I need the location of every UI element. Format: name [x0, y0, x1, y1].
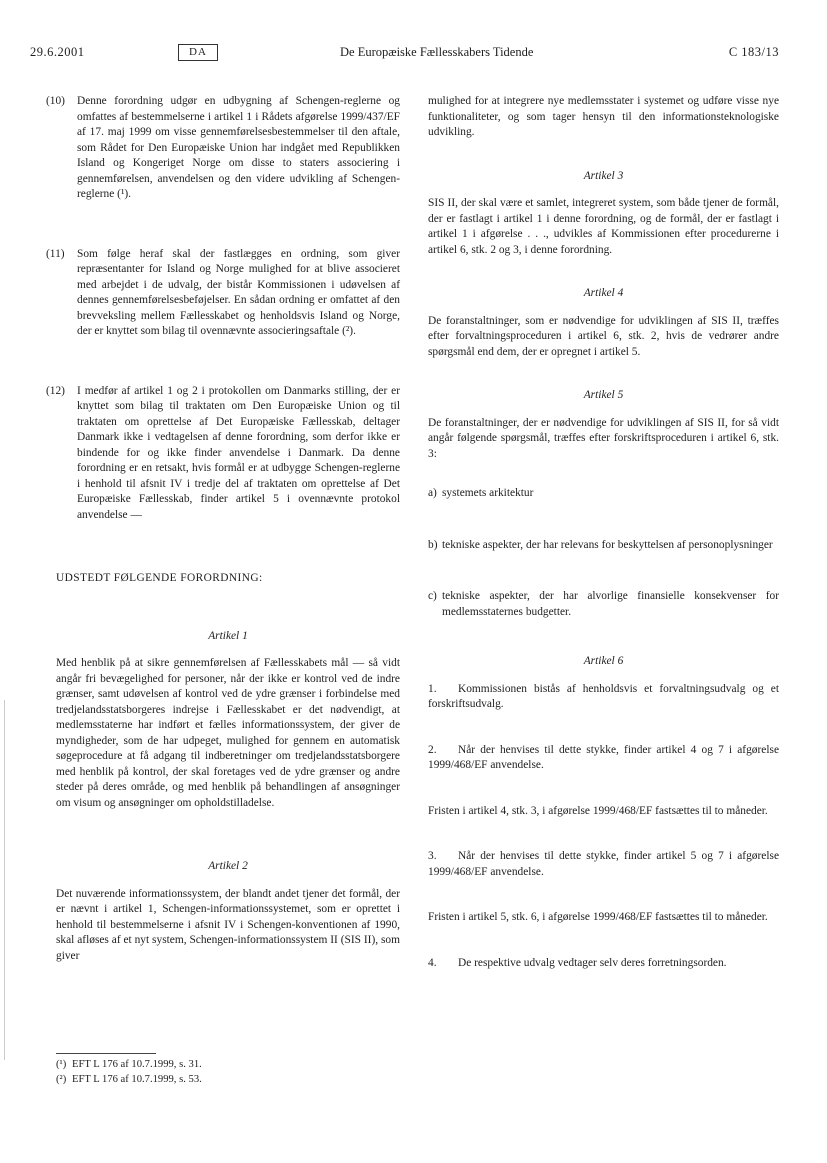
recital-text: I medfør af artikel 1 og 2 i protokollen om Danmarks stilling, der er knyttet som bilag til traktaten om Den Europæiske Union og til traktaten om oprettelse af Det Europæiske Fællesskab, deltager Danmark ikke i vedtagelsen af denne forordning, som derfor ikke er bindende for og ikke finder anvendelse i Danmark. Da denne forordning er en retsakt, hvis formål er at udbygge Schengen-reglerne i henhold til afsnit IV i tredje del af traktaten om oprettelse af Det Europæiske Fællesskab, finder artikel 5 i ovennævnte protokol anvendelse —: [77, 384, 400, 521]
recital-text: Denne forordning udgør en udbygning af Schengen-reglerne og omfattes af bestemmelserne i artikel 1 i Rådets afgørelse 1999/437/EF af 17. maj 1999 om visse gennemførelsesbestemmelser til den aftale, som Rådet for Den Europæiske Union har indgået med Republikken Island og Kongeriget Norge om disse to staters associering i gennemførelsen, anvendelsen og den videre udvikling af Schengen-reglerne (¹).: [77, 95, 400, 200]
footnote-label: (²): [56, 1074, 67, 1086]
footnote-text: EFT L 176 af 10.7.1999, s. 31.: [72, 1059, 202, 1070]
right-column: [428, 94, 779, 971]
paragraph-number: 3.: [428, 850, 437, 862]
article-6-paragraph-2-deadline: Fristen i artikel 4, stk. 3, i afgørelse 1999/468/EF fastsættes til to måneder.: [428, 804, 768, 817]
article-6-title: Artikel 6: [583, 655, 624, 667]
recital-text: Som følge heraf skal der fastlægges en ordning, som giver repræsentanter for Island og Norge mulighed for at blive associeret med arbejdet i de udvalg, der bistår Kommissionen i udøvelsen af dennes gennemførelsesbeføjelser. En sådan ordning er omfattet af den brevveksling mellem Fællesskabet og henholdsvis Island og Norge, der er knyttet som bilag til ovennævnte associeringsaftale (²).: [77, 247, 400, 337]
footnote-rule: [56, 1053, 156, 1054]
paragraph-text: De respektive udvalg vedtager selv deres forretningsorden.: [458, 956, 727, 969]
footnote-2: [56, 1072, 400, 1087]
recital-11: [46, 247, 400, 340]
recital-number: (11): [46, 247, 65, 260]
scan-margin-line: [4, 700, 5, 1060]
article-2-text: Det nuværende informationssystem, der blandt andet tjener det formål, der er nævnt i artikel 1, Schengen-informationssystemet, som er oprettet i henhold til bestemmelserne i afsnit IV i Schengen-konventionen af 1990, skal afløses af et nyt system, Schengen-informationssystem II (SIS II), som giver: [56, 887, 400, 962]
item-text: tekniske aspekter, der har relevans for beskyttelsen af personoplysninger: [442, 538, 773, 551]
article-6-paragraph-1: [428, 682, 779, 713]
item-text: systemets arkitektur: [442, 487, 534, 499]
article-5-item-c: [428, 589, 779, 620]
item-text: tekniske aspekter, der har alvorlige finansielle konsekvenser for medlemsstaternes budgetter.: [442, 590, 779, 618]
publication-date: 29.6.2001: [30, 45, 85, 59]
article-2-continuation: mulighed for at integrere nye medlemsstater i systemet og udføre visse nye funktionaliteter, og som tager hensyn til den informationsteknologiske udvikling.: [428, 95, 779, 138]
item-label: b): [428, 538, 438, 551]
paragraph-number: 2.: [428, 743, 437, 756]
article-6-paragraph-2: [428, 743, 779, 774]
recital-12: [46, 384, 400, 524]
item-label: a): [428, 487, 437, 499]
paragraph-text: Når der henvises til dette stykke, finder artikel 4 og 7 i afgørelse 1999/468/EF anvendelse.: [428, 743, 779, 771]
article-5-text: De foranstaltninger, der er nødvendige for udviklingen af SIS II, for så vidt angår følgende spørgsmål, træffes efter forskriftsproceduren i artikel 6, stk. 3:: [428, 416, 779, 460]
adoption-formula: UDSTEDT FØLGENDE FORORDNING:: [56, 572, 263, 584]
footnotes: [56, 1057, 400, 1088]
article-6-paragraph-4: [428, 956, 779, 972]
article-3-text: SIS II, der skal være et samlet, integreret system, som både tjener de formål, der er fastlagt i artikel 1 i denne forordning, og de formål, der er fastlagt i artikel 1 i afgørelse . . ., udvikles af Kommissionen efter procedurerne i artikel 6, stk. 2 og 3, i denne forordning.: [428, 197, 779, 256]
recital-number: (10): [46, 95, 65, 107]
article-3-title: Artikel 3: [583, 169, 624, 182]
article-6-paragraph-3: [428, 849, 779, 880]
article-2-title: Artikel 2: [208, 860, 248, 872]
paragraph-text: Kommissionen bistås af henholdsvis et forvaltningsudvalg og et forskriftsudvalg.: [428, 682, 779, 710]
footnote-1: [56, 1057, 400, 1072]
page-reference: C 183/13: [728, 45, 779, 59]
article-5-title: Artikel 5: [583, 389, 624, 401]
footnote-text: EFT L 176 af 10.7.1999, s. 53.: [72, 1074, 202, 1086]
article-4-text: De foranstaltninger, som er nødvendige for udviklingen af SIS II, træffes efter forvaltningsproceduren i artikel 6, stk. 2, hvis de vedrører andre spørgsmål end dem, der er opregnet i artikel 5.: [428, 314, 779, 358]
paragraph-number: 1.: [428, 682, 437, 695]
left-column: [46, 94, 400, 964]
article-4-title: Artikel 4: [583, 287, 624, 299]
paragraph-text: Når der henvises til dette stykke, finder artikel 5 og 7 i afgørelse 1999/468/EF anvendelse.: [428, 850, 779, 878]
article-1-title: Artikel 1: [208, 629, 248, 642]
paragraph-number: 4.: [428, 956, 437, 969]
footnote-label: (¹): [56, 1059, 67, 1070]
article-1-text: Med henblik på at sikre gennemførelsen af Fællesskabets mål — så vidt angår fri bevægelighed for personer, når der ikke er kontrol ved de indre grænser, samt udøvelsen af kontrol ved de ydre grænser i forbindelse med tredjelandsstatsborgeres indrejse i Fællesskabet er det nødvendigt, at medlemsstaterne har indført et fælles informationssystem, der giver de myndigheder, som de har udpeget, mulighed for gennem en automatisk søgeprocedure at få adgang til indberetninger om tredjelandsstatsborgere med henblik på kontrol, der skal foretages ved de ydre grænser og andre steder på deres område, og med henblik på behandlingen af ansøgninger om visum og ansøgninger om opholdstilladelse.: [56, 657, 400, 809]
item-label: c): [428, 590, 437, 602]
recital-10: [46, 94, 400, 203]
page-header: [30, 44, 779, 62]
journal-title: De Europæiske Fællesskabers Tidende: [340, 45, 534, 59]
article-5-item-a: [428, 486, 779, 502]
article-5-item-b: [428, 538, 779, 554]
recital-number: (12): [46, 384, 65, 397]
language-badge: DA: [178, 44, 218, 61]
article-6-paragraph-3-deadline: Fristen i artikel 5, stk. 6, i afgørelse 1999/468/EF fastsættes til to måneder.: [428, 911, 768, 923]
